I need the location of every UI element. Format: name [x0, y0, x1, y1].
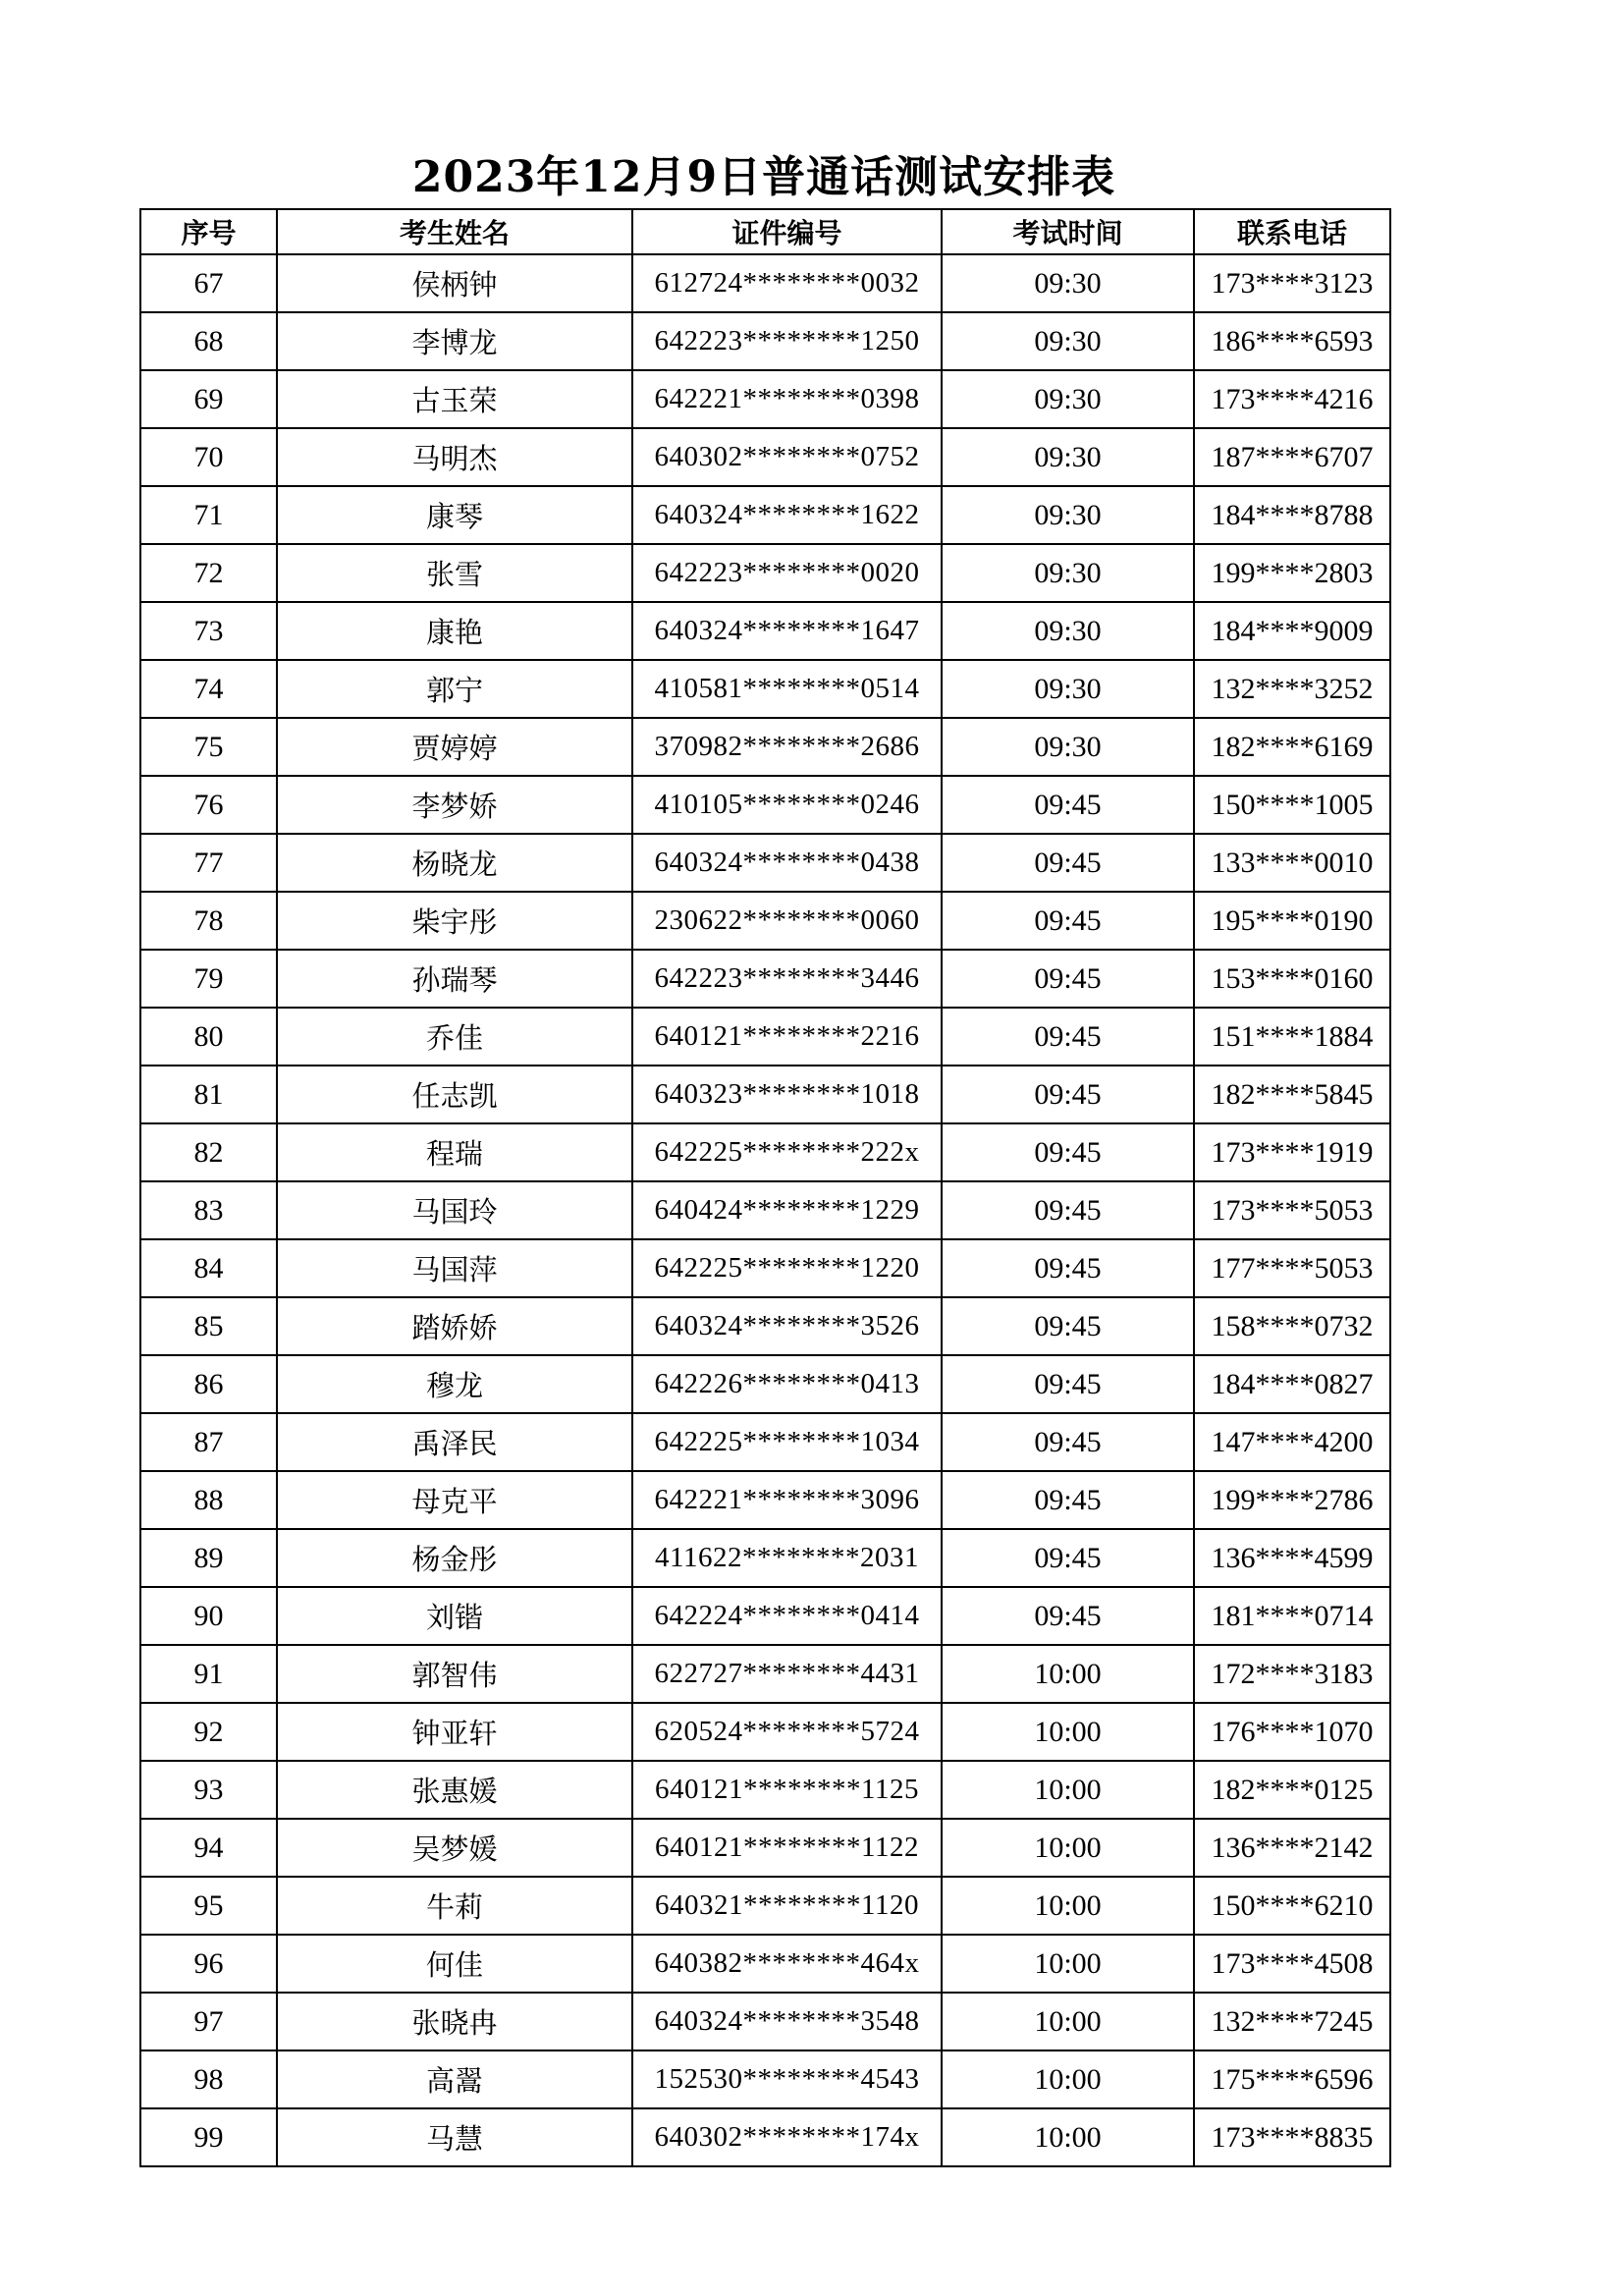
cell-phone: 199****2786 — [1194, 1471, 1390, 1529]
table-row — [140, 1645, 1390, 1703]
table-row — [140, 486, 1390, 544]
cell-time: 09:45 — [942, 1355, 1194, 1413]
cell-phone: 186****6593 — [1194, 312, 1390, 370]
cell-seq: 86 — [140, 1355, 277, 1413]
cell-seq: 95 — [140, 1877, 277, 1935]
cell-id: 642223********1250 — [632, 312, 942, 370]
table-row — [140, 1413, 1390, 1471]
column-header-seq: 序号 — [140, 209, 277, 254]
table-row — [140, 718, 1390, 776]
cell-time: 09:30 — [942, 544, 1194, 602]
cell-phone: 173****5053 — [1194, 1181, 1390, 1239]
table-row — [140, 370, 1390, 428]
cell-phone: 173****4508 — [1194, 1935, 1390, 1993]
cell-id: 642226********0413 — [632, 1355, 942, 1413]
cell-name: 母克平 — [277, 1471, 632, 1529]
column-header-id: 证件编号 — [632, 209, 942, 254]
table-header-row — [140, 209, 1390, 254]
table-row — [140, 1239, 1390, 1297]
table-row — [140, 1993, 1390, 2050]
cell-name: 马国萍 — [277, 1239, 632, 1297]
cell-seq: 88 — [140, 1471, 277, 1529]
cell-id: 642225********1220 — [632, 1239, 942, 1297]
cell-time: 09:45 — [942, 1123, 1194, 1181]
cell-phone: 187****6707 — [1194, 428, 1390, 486]
cell-id: 642221********0398 — [632, 370, 942, 428]
cell-time: 09:45 — [942, 776, 1194, 834]
cell-phone: 158****0732 — [1194, 1297, 1390, 1355]
table-row — [140, 1819, 1390, 1877]
cell-id: 640424********1229 — [632, 1181, 942, 1239]
cell-id: 640324********0438 — [632, 834, 942, 892]
cell-time: 09:45 — [942, 1239, 1194, 1297]
cell-seq: 82 — [140, 1123, 277, 1181]
cell-seq: 97 — [140, 1993, 277, 2050]
cell-seq: 93 — [140, 1761, 277, 1819]
cell-seq: 92 — [140, 1703, 277, 1761]
cell-seq: 70 — [140, 428, 277, 486]
page-title: 2023年12月9日普通话测试安排表 — [411, 152, 1116, 202]
cell-name: 柴宇彤 — [277, 892, 632, 950]
cell-id: 642225********1034 — [632, 1413, 942, 1471]
column-header-name: 考生姓名 — [277, 209, 632, 254]
cell-id: 640121********1122 — [632, 1819, 942, 1877]
cell-seq: 99 — [140, 2108, 277, 2166]
table-row — [140, 544, 1390, 602]
cell-time: 10:00 — [942, 1703, 1194, 1761]
cell-time: 10:00 — [942, 1819, 1194, 1877]
cell-phone: 136****2142 — [1194, 1819, 1390, 1877]
cell-seq: 77 — [140, 834, 277, 892]
cell-name: 孙瑞琴 — [277, 950, 632, 1008]
cell-phone: 133****0010 — [1194, 834, 1390, 892]
cell-name: 刘锴 — [277, 1587, 632, 1645]
cell-phone: 173****4216 — [1194, 370, 1390, 428]
cell-seq: 83 — [140, 1181, 277, 1239]
cell-name: 李博龙 — [277, 312, 632, 370]
table-row — [140, 2050, 1390, 2108]
column-header-time: 考试时间 — [942, 209, 1194, 254]
cell-phone: 132****7245 — [1194, 1993, 1390, 2050]
cell-name: 穆龙 — [277, 1355, 632, 1413]
cell-seq: 90 — [140, 1587, 277, 1645]
cell-time: 10:00 — [942, 1935, 1194, 1993]
cell-name: 禹泽民 — [277, 1413, 632, 1471]
cell-seq: 74 — [140, 660, 277, 718]
cell-seq: 72 — [140, 544, 277, 602]
cell-name: 杨晓龙 — [277, 834, 632, 892]
cell-phone: 136****4599 — [1194, 1529, 1390, 1587]
cell-phone: 182****5845 — [1194, 1066, 1390, 1123]
cell-seq: 80 — [140, 1008, 277, 1066]
cell-phone: 195****0190 — [1194, 892, 1390, 950]
cell-id: 642223********3446 — [632, 950, 942, 1008]
cell-phone: 132****3252 — [1194, 660, 1390, 718]
cell-seq: 94 — [140, 1819, 277, 1877]
cell-id: 152530********4543 — [632, 2050, 942, 2108]
cell-name: 马明杰 — [277, 428, 632, 486]
cell-time: 09:30 — [942, 486, 1194, 544]
cell-phone: 181****0714 — [1194, 1587, 1390, 1645]
cell-name: 牛莉 — [277, 1877, 632, 1935]
cell-phone: 147****4200 — [1194, 1413, 1390, 1471]
cell-phone: 182****0125 — [1194, 1761, 1390, 1819]
cell-time: 10:00 — [942, 1877, 1194, 1935]
cell-phone: 173****3123 — [1194, 254, 1390, 312]
table-row — [140, 602, 1390, 660]
cell-time: 09:45 — [942, 1529, 1194, 1587]
cell-seq: 68 — [140, 312, 277, 370]
cell-seq: 69 — [140, 370, 277, 428]
table-row — [140, 950, 1390, 1008]
cell-name: 任志凯 — [277, 1066, 632, 1123]
cell-name: 高翯 — [277, 2050, 632, 2108]
cell-seq: 87 — [140, 1413, 277, 1471]
cell-name: 何佳 — [277, 1935, 632, 1993]
cell-id: 640382********464x — [632, 1935, 942, 1993]
cell-id: 640321********1120 — [632, 1877, 942, 1935]
cell-seq: 76 — [140, 776, 277, 834]
cell-id: 410105********0246 — [632, 776, 942, 834]
table-row — [140, 834, 1390, 892]
cell-time: 09:45 — [942, 1181, 1194, 1239]
cell-phone: 150****1005 — [1194, 776, 1390, 834]
cell-time: 09:30 — [942, 660, 1194, 718]
cell-name: 张惠媛 — [277, 1761, 632, 1819]
cell-phone: 184****8788 — [1194, 486, 1390, 544]
cell-phone: 173****8835 — [1194, 2108, 1390, 2166]
cell-id: 230622********0060 — [632, 892, 942, 950]
cell-time: 09:30 — [942, 370, 1194, 428]
table-body — [140, 254, 1390, 2166]
cell-name: 李梦娇 — [277, 776, 632, 834]
cell-time: 09:45 — [942, 1297, 1194, 1355]
cell-phone: 151****1884 — [1194, 1008, 1390, 1066]
cell-name: 杨金彤 — [277, 1529, 632, 1587]
cell-phone: 184****9009 — [1194, 602, 1390, 660]
cell-seq: 71 — [140, 486, 277, 544]
cell-seq: 79 — [140, 950, 277, 1008]
cell-time: 09:45 — [942, 950, 1194, 1008]
cell-phone: 176****1070 — [1194, 1703, 1390, 1761]
cell-phone: 182****6169 — [1194, 718, 1390, 776]
cell-phone: 175****6596 — [1194, 2050, 1390, 2108]
cell-name: 钟亚轩 — [277, 1703, 632, 1761]
cell-time: 09:30 — [942, 602, 1194, 660]
cell-id: 640323********1018 — [632, 1066, 942, 1123]
cell-time: 09:45 — [942, 1587, 1194, 1645]
cell-seq: 85 — [140, 1297, 277, 1355]
table-row — [140, 2108, 1390, 2166]
cell-name: 踏娇娇 — [277, 1297, 632, 1355]
cell-name: 郭宁 — [277, 660, 632, 718]
cell-time: 09:30 — [942, 718, 1194, 776]
exam-schedule-table — [139, 208, 1391, 2167]
cell-id: 640302********0752 — [632, 428, 942, 486]
cell-name: 乔佳 — [277, 1008, 632, 1066]
cell-phone: 150****6210 — [1194, 1877, 1390, 1935]
cell-seq: 78 — [140, 892, 277, 950]
table-row — [140, 892, 1390, 950]
cell-phone: 153****0160 — [1194, 950, 1390, 1008]
cell-seq: 81 — [140, 1066, 277, 1123]
cell-phone: 177****5053 — [1194, 1239, 1390, 1297]
cell-id: 370982********2686 — [632, 718, 942, 776]
cell-id: 642221********3096 — [632, 1471, 942, 1529]
cell-name: 古玉荣 — [277, 370, 632, 428]
cell-seq: 73 — [140, 602, 277, 660]
cell-id: 640302********174x — [632, 2108, 942, 2166]
cell-id: 411622********2031 — [632, 1529, 942, 1587]
table-row — [140, 312, 1390, 370]
cell-name: 马国玲 — [277, 1181, 632, 1239]
cell-name: 康艳 — [277, 602, 632, 660]
cell-time: 10:00 — [942, 1993, 1194, 2050]
cell-name: 马慧 — [277, 2108, 632, 2166]
cell-phone: 172****3183 — [1194, 1645, 1390, 1703]
cell-time: 09:30 — [942, 254, 1194, 312]
table-row — [140, 1703, 1390, 1761]
column-header-phone: 联系电话 — [1194, 209, 1390, 254]
cell-id: 640121********1125 — [632, 1761, 942, 1819]
cell-name: 张雪 — [277, 544, 632, 602]
cell-seq: 89 — [140, 1529, 277, 1587]
cell-name: 侯柄钟 — [277, 254, 632, 312]
cell-id: 622727********4431 — [632, 1645, 942, 1703]
cell-time: 09:45 — [942, 892, 1194, 950]
table-row — [140, 428, 1390, 486]
cell-id: 620524********5724 — [632, 1703, 942, 1761]
cell-seq: 84 — [140, 1239, 277, 1297]
cell-name: 贾婷婷 — [277, 718, 632, 776]
cell-time: 09:45 — [942, 834, 1194, 892]
table-row — [140, 1935, 1390, 1993]
cell-time: 09:45 — [942, 1471, 1194, 1529]
table-row — [140, 1297, 1390, 1355]
cell-name: 张晓冉 — [277, 1993, 632, 2050]
table-row — [140, 660, 1390, 718]
cell-phone: 199****2803 — [1194, 544, 1390, 602]
table-row — [140, 1529, 1390, 1587]
cell-id: 612724********0032 — [632, 254, 942, 312]
cell-time: 10:00 — [942, 1761, 1194, 1819]
cell-id: 640324********1622 — [632, 486, 942, 544]
cell-id: 642225********222x — [632, 1123, 942, 1181]
table-row — [140, 1471, 1390, 1529]
table-row — [140, 1008, 1390, 1066]
cell-seq: 96 — [140, 1935, 277, 1993]
cell-time: 09:30 — [942, 312, 1194, 370]
cell-name: 康琴 — [277, 486, 632, 544]
cell-id: 640324********3526 — [632, 1297, 942, 1355]
cell-id: 642224********0414 — [632, 1587, 942, 1645]
cell-phone: 173****1919 — [1194, 1123, 1390, 1181]
table-row — [140, 776, 1390, 834]
cell-id: 640121********2216 — [632, 1008, 942, 1066]
table-row — [140, 1181, 1390, 1239]
table-row — [140, 1877, 1390, 1935]
cell-seq: 67 — [140, 254, 277, 312]
cell-id: 640324********1647 — [632, 602, 942, 660]
cell-seq: 91 — [140, 1645, 277, 1703]
cell-time: 09:30 — [942, 428, 1194, 486]
table-row — [140, 1066, 1390, 1123]
cell-time: 09:45 — [942, 1008, 1194, 1066]
cell-time: 09:45 — [942, 1413, 1194, 1471]
cell-id: 640324********3548 — [632, 1993, 942, 2050]
table-row — [140, 1355, 1390, 1413]
cell-name: 郭智伟 — [277, 1645, 632, 1703]
cell-phone: 184****0827 — [1194, 1355, 1390, 1413]
cell-name: 程瑞 — [277, 1123, 632, 1181]
cell-id: 642223********0020 — [632, 544, 942, 602]
cell-seq: 98 — [140, 2050, 277, 2108]
cell-seq: 75 — [140, 718, 277, 776]
table-row — [140, 1587, 1390, 1645]
cell-time: 10:00 — [942, 1645, 1194, 1703]
cell-time: 09:45 — [942, 1066, 1194, 1123]
cell-time: 10:00 — [942, 2108, 1194, 2166]
table-row — [140, 1761, 1390, 1819]
cell-name: 吴梦媛 — [277, 1819, 632, 1877]
table-row — [140, 254, 1390, 312]
table-row — [140, 1123, 1390, 1181]
cell-time: 10:00 — [942, 2050, 1194, 2108]
cell-id: 410581********0514 — [632, 660, 942, 718]
